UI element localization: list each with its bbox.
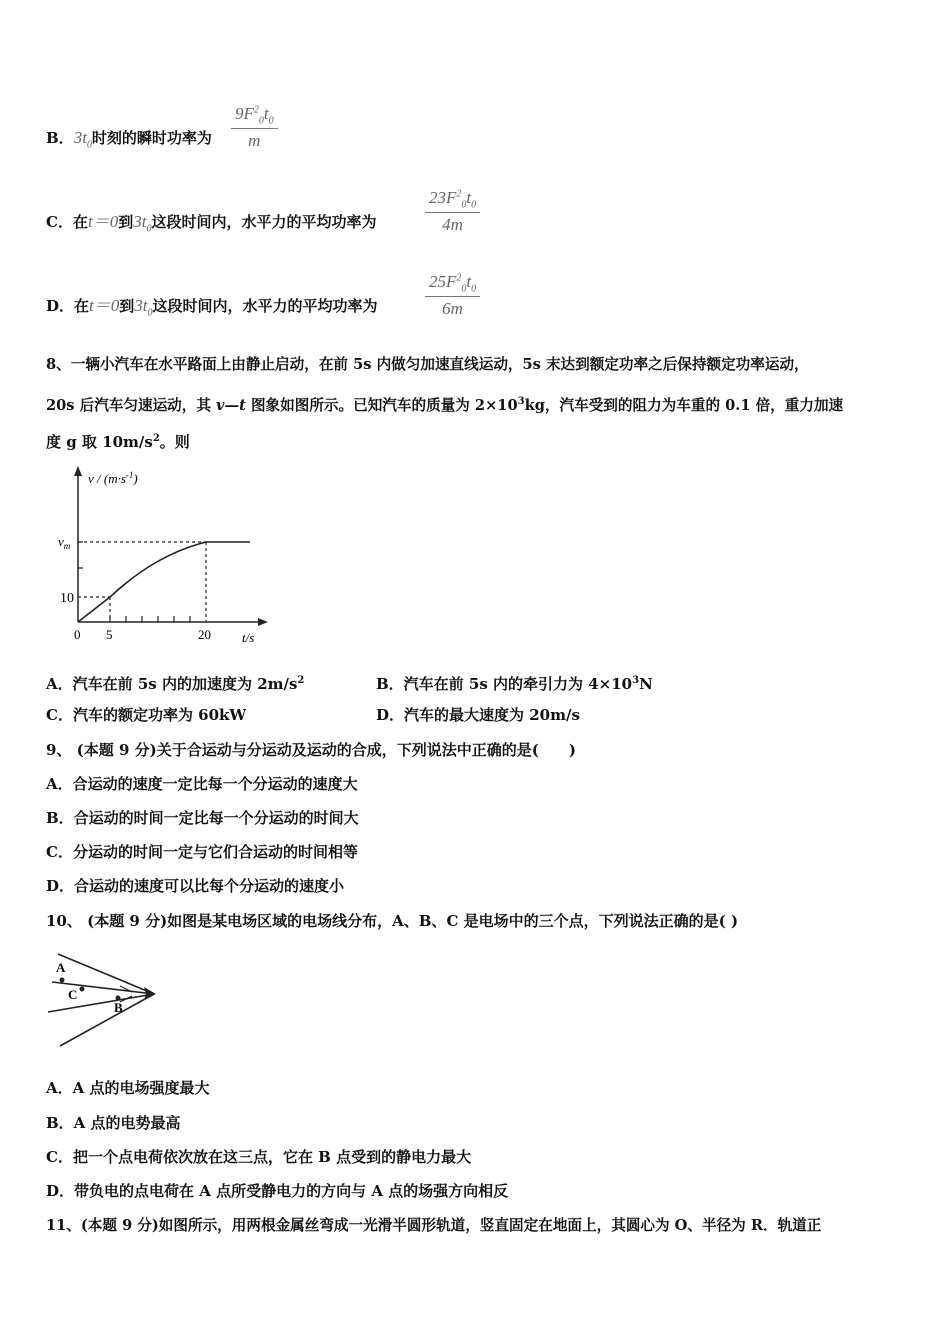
y-axis-label: $v / (m\cdot s^{-1})$ (88, 470, 138, 486)
q9-option-d: D．合运动的速度可以比每个分运动的速度小 (46, 877, 345, 895)
velocity-curve (78, 542, 250, 622)
q7-option-b (46, 128, 212, 155)
tick-label-5: 5 (106, 627, 113, 642)
x-axis-arrow (258, 618, 268, 626)
math-t-eq-0: t＝0 (89, 296, 120, 315)
math-3t0: $3t_0$ (133, 212, 152, 235)
q8-stem-line3: 度 g 取 $10m/s^2$。则 (46, 433, 190, 451)
q7-option-d: D．在t＝0到$3t_0$这段时间内，水平力的平均功率为 (46, 296, 378, 319)
point-b-label: B (114, 1000, 123, 1015)
q7-option-c: C．在t＝0到$3t_0$这段时间内，水平力的平均功率为 (46, 212, 377, 235)
q10-option-c: C．把一个点电荷依次放在这三点，它在 B 点受到的静电力最大 (46, 1148, 472, 1166)
vt-graph (52, 462, 274, 648)
math-3t0: $3t_0$ (73, 128, 92, 151)
q8-stem-line2: 20s 后汽车匀速运动，其 v—t 图象如图所示。已知汽车的质量为 $2\times 10^3kg$，汽车受到的阻力为车重的 0.1 倍，重力加速 (46, 396, 844, 414)
point-a-dot (60, 978, 65, 983)
q10-option-a: A．A 点的电场强度最大 (46, 1079, 210, 1097)
electric-field-diagram (44, 946, 164, 1050)
q11-stem: 11、(本题 9 分)如图所示，用两根金属丝弯成一光滑半圆形轨道，竖直固定在地面上，其圆心为 O、半径为 R．轨道正 (46, 1217, 822, 1234)
math-3t0: $3t_0$ (134, 296, 153, 319)
q8-stem-line1: 8、一辆小汽车在水平路面上由静止启动，在前 5s 内做匀加速直线运动，5s 末达到额定功率之后保持额定功率运动， (46, 356, 809, 373)
q10-option-b: B．A 点的电势最高 (46, 1114, 181, 1132)
q8-option-c: C．汽车的额定功率为 60kW (46, 706, 247, 724)
q9-option-b: B．合运动的时间一定比每一个分运动的时间大 (46, 809, 359, 827)
tick-label-10: 10 (60, 591, 74, 606)
q10-stem: 10、 (本题 9 分)如图是某电场区域的电场线分布，A、B、C 是电场中的三个点，下列说法正确的是( ) (46, 912, 739, 930)
point-a-label: A (56, 960, 66, 975)
point-c-label: C (68, 987, 78, 1002)
q9-stem: 9、 (本题 9 分)关于合运动与分运动及运动的合成，下列说法中正确的是( ) (46, 741, 576, 759)
vm-label: $v_m$ (58, 534, 71, 551)
fraction-23f0-t0-4m: $23F^2_0t_0$ 4m (425, 188, 480, 235)
y-axis-arrow (74, 466, 82, 476)
q10-option-d: D．带负电的点电荷在 A 点所受静电力的方向与 A 点的场强方向相反 (46, 1182, 509, 1200)
q8-option-a: A．汽车在前 5s 内的加速度为 $2m/s^2$ (46, 675, 305, 693)
x-axis-label: t/s (242, 630, 255, 645)
q9-option-a: A．合运动的速度一定比每一个分运动的速度大 (46, 775, 358, 793)
q8-option-b: B．汽车在前 5s 内的牵引力为 $4\times 10^3N$ (376, 675, 653, 693)
tick-label-0: 0 (74, 627, 81, 642)
math-t-eq-0: t＝0 (87, 212, 119, 231)
tick-label-20: 20 (198, 627, 211, 642)
option-text: 时刻的瞬时功率为 (91, 129, 212, 147)
fraction-25f0-t0-6m: $25F^2_0t_0$ 6m (425, 272, 480, 319)
fraction-9f0-t0-m: $9F^2_0t_0$ m (231, 104, 278, 151)
q9-option-c: C．分运动的时间一定与它们合运动的时间相等 (46, 843, 358, 861)
point-c-dot (80, 987, 85, 992)
q8-option-d: D．汽车的最大速度为 20m/s (376, 706, 580, 724)
option-label: B． (46, 129, 74, 147)
